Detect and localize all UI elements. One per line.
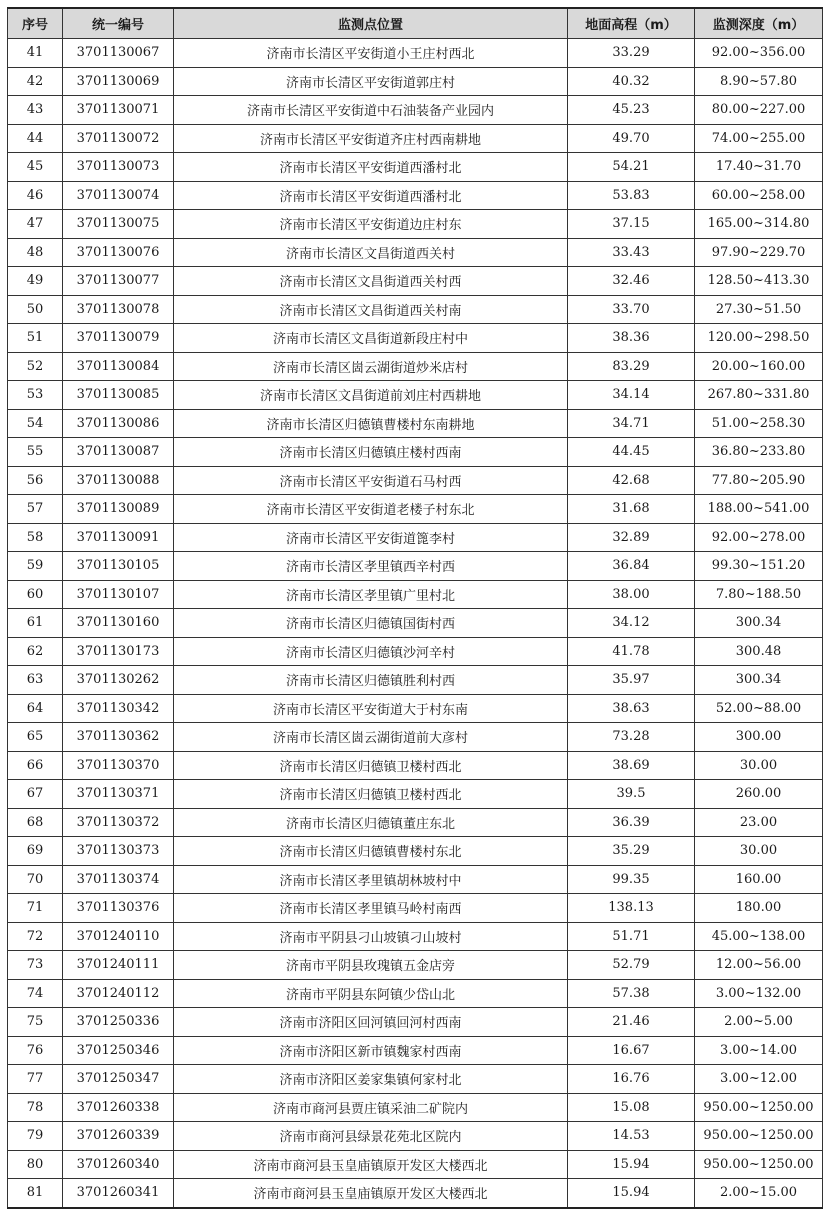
table-row xyxy=(8,751,823,780)
cell-ground-elevation: 138.13 xyxy=(568,894,695,923)
cell-ground-elevation: 38.63 xyxy=(568,694,695,723)
cell-unified-code: 3701130376 xyxy=(63,894,174,923)
cell-serial-number: 74 xyxy=(8,979,63,1008)
cell-monitoring-depth: 74.00~255.00 xyxy=(695,124,823,153)
cell-serial-number: 56 xyxy=(8,466,63,495)
cell-ground-elevation: 34.12 xyxy=(568,609,695,638)
cell-monitoring-depth: 80.00~227.00 xyxy=(695,96,823,125)
cell-unified-code: 3701260339 xyxy=(63,1122,174,1151)
cell-unified-code: 3701130077 xyxy=(63,267,174,296)
cell-monitoring-depth: 27.30~51.50 xyxy=(695,295,823,324)
header-location: 监测点位置 xyxy=(174,8,568,39)
cell-location: 济南市济阳区回河镇回河村西南 xyxy=(174,1008,568,1037)
cell-ground-elevation: 45.23 xyxy=(568,96,695,125)
cell-monitoring-depth: 30.00 xyxy=(695,751,823,780)
cell-location: 济南市长清区归德镇卫楼村西北 xyxy=(174,780,568,809)
cell-serial-number: 51 xyxy=(8,324,63,353)
cell-location: 济南市长清区崮云湖街道炒米店村 xyxy=(174,352,568,381)
cell-serial-number: 42 xyxy=(8,67,63,96)
cell-unified-code: 3701250347 xyxy=(63,1065,174,1094)
cell-monitoring-depth: 950.00~1250.00 xyxy=(695,1122,823,1151)
table-row xyxy=(8,67,823,96)
cell-unified-code: 3701240111 xyxy=(63,951,174,980)
cell-unified-code: 3701130084 xyxy=(63,352,174,381)
table-row xyxy=(8,324,823,353)
cell-serial-number: 50 xyxy=(8,295,63,324)
cell-ground-elevation: 15.94 xyxy=(568,1150,695,1179)
cell-serial-number: 77 xyxy=(8,1065,63,1094)
cell-ground-elevation: 51.71 xyxy=(568,922,695,951)
cell-ground-elevation: 34.14 xyxy=(568,381,695,410)
table-row xyxy=(8,495,823,524)
cell-location: 济南市济阳区新市镇魏家村西南 xyxy=(174,1036,568,1065)
cell-ground-elevation: 54.21 xyxy=(568,153,695,182)
header-monitoring-depth: 监测深度（m） xyxy=(695,8,823,39)
cell-monitoring-depth: 92.00~356.00 xyxy=(695,39,823,68)
cell-unified-code: 3701130342 xyxy=(63,694,174,723)
cell-location: 济南市长清区归德镇胜利村西 xyxy=(174,666,568,695)
cell-serial-number: 60 xyxy=(8,580,63,609)
cell-monitoring-depth: 97.90~229.70 xyxy=(695,238,823,267)
cell-location: 济南市商河县玉皇庙镇原开发区大楼西北 xyxy=(174,1179,568,1208)
cell-monitoring-depth: 7.80~188.50 xyxy=(695,580,823,609)
cell-location: 济南市长清区崮云湖街道前大彦村 xyxy=(174,723,568,752)
cell-monitoring-depth: 165.00~314.80 xyxy=(695,210,823,239)
cell-serial-number: 52 xyxy=(8,352,63,381)
cell-monitoring-depth: 2.00~5.00 xyxy=(695,1008,823,1037)
table-row xyxy=(8,1065,823,1094)
table-row xyxy=(8,267,823,296)
cell-unified-code: 3701130107 xyxy=(63,580,174,609)
cell-monitoring-depth: 20.00~160.00 xyxy=(695,352,823,381)
cell-serial-number: 58 xyxy=(8,523,63,552)
cell-location: 济南市长清区平安街道小王庄村西北 xyxy=(174,39,568,68)
cell-location: 济南市长清区平安街道边庄村东 xyxy=(174,210,568,239)
cell-ground-elevation: 15.08 xyxy=(568,1093,695,1122)
cell-serial-number: 53 xyxy=(8,381,63,410)
cell-monitoring-depth: 12.00~56.00 xyxy=(695,951,823,980)
cell-monitoring-depth: 180.00 xyxy=(695,894,823,923)
cell-unified-code: 3701260341 xyxy=(63,1179,174,1208)
table-row xyxy=(8,979,823,1008)
table-row xyxy=(8,1179,823,1208)
cell-ground-elevation: 41.78 xyxy=(568,637,695,666)
cell-unified-code: 3701130087 xyxy=(63,438,174,467)
cell-location: 济南市商河县绿景花苑北区院内 xyxy=(174,1122,568,1151)
cell-ground-elevation: 21.46 xyxy=(568,1008,695,1037)
cell-location: 济南市长清区平安街道西潘村北 xyxy=(174,181,568,210)
table-row xyxy=(8,124,823,153)
table-row xyxy=(8,580,823,609)
cell-monitoring-depth: 267.80~331.80 xyxy=(695,381,823,410)
cell-unified-code: 3701130089 xyxy=(63,495,174,524)
cell-unified-code: 3701130262 xyxy=(63,666,174,695)
cell-monitoring-depth: 120.00~298.50 xyxy=(695,324,823,353)
cell-monitoring-depth: 8.90~57.80 xyxy=(695,67,823,96)
cell-unified-code: 3701130074 xyxy=(63,181,174,210)
cell-location: 济南市长清区文昌街道西关村南 xyxy=(174,295,568,324)
cell-ground-elevation: 38.00 xyxy=(568,580,695,609)
table-row xyxy=(8,153,823,182)
cell-unified-code: 3701130091 xyxy=(63,523,174,552)
cell-location: 济南市长清区孝里镇广里村北 xyxy=(174,580,568,609)
cell-monitoring-depth: 950.00~1250.00 xyxy=(695,1150,823,1179)
cell-monitoring-depth: 51.00~258.30 xyxy=(695,409,823,438)
table-row xyxy=(8,181,823,210)
cell-unified-code: 3701130075 xyxy=(63,210,174,239)
table-row xyxy=(8,1093,823,1122)
table-row xyxy=(8,637,823,666)
cell-ground-elevation: 57.38 xyxy=(568,979,695,1008)
cell-location: 济南市长清区平安街道石马村西 xyxy=(174,466,568,495)
cell-unified-code: 3701250336 xyxy=(63,1008,174,1037)
cell-monitoring-depth: 300.48 xyxy=(695,637,823,666)
cell-monitoring-depth: 60.00~258.00 xyxy=(695,181,823,210)
cell-monitoring-depth: 2.00~15.00 xyxy=(695,1179,823,1208)
table-row xyxy=(8,523,823,552)
table-row xyxy=(8,381,823,410)
table-row xyxy=(8,352,823,381)
cell-serial-number: 61 xyxy=(8,609,63,638)
cell-ground-elevation: 15.94 xyxy=(568,1179,695,1208)
table-body xyxy=(8,39,823,1208)
cell-unified-code: 3701130071 xyxy=(63,96,174,125)
cell-location: 济南市长清区平安街道郭庄村 xyxy=(174,67,568,96)
table-row xyxy=(8,808,823,837)
cell-monitoring-depth: 3.00~12.00 xyxy=(695,1065,823,1094)
cell-serial-number: 68 xyxy=(8,808,63,837)
cell-monitoring-depth: 92.00~278.00 xyxy=(695,523,823,552)
cell-unified-code: 3701130086 xyxy=(63,409,174,438)
cell-serial-number: 63 xyxy=(8,666,63,695)
cell-ground-elevation: 52.79 xyxy=(568,951,695,980)
table-row xyxy=(8,666,823,695)
cell-serial-number: 59 xyxy=(8,552,63,581)
cell-location: 济南市济阳区姜家集镇何家村北 xyxy=(174,1065,568,1094)
cell-unified-code: 3701250346 xyxy=(63,1036,174,1065)
cell-serial-number: 76 xyxy=(8,1036,63,1065)
table-row xyxy=(8,96,823,125)
table-row xyxy=(8,1122,823,1151)
cell-unified-code: 3701130160 xyxy=(63,609,174,638)
cell-monitoring-depth: 300.34 xyxy=(695,666,823,695)
cell-ground-elevation: 36.39 xyxy=(568,808,695,837)
cell-location: 济南市长清区平安街道篦李村 xyxy=(174,523,568,552)
cell-ground-elevation: 42.68 xyxy=(568,466,695,495)
cell-ground-elevation: 53.83 xyxy=(568,181,695,210)
cell-serial-number: 57 xyxy=(8,495,63,524)
cell-location: 济南市长清区归德镇庄楼村西南 xyxy=(174,438,568,467)
table-header-row xyxy=(8,8,823,39)
cell-location: 济南市长清区文昌街道新段庄村中 xyxy=(174,324,568,353)
table-row xyxy=(8,837,823,866)
cell-ground-elevation: 32.89 xyxy=(568,523,695,552)
cell-ground-elevation: 44.45 xyxy=(568,438,695,467)
table-row xyxy=(8,723,823,752)
cell-unified-code: 3701130076 xyxy=(63,238,174,267)
cell-serial-number: 71 xyxy=(8,894,63,923)
cell-monitoring-depth: 188.00~541.00 xyxy=(695,495,823,524)
cell-monitoring-depth: 260.00 xyxy=(695,780,823,809)
table-row xyxy=(8,238,823,267)
cell-location: 济南市长清区归德镇曹楼村东北 xyxy=(174,837,568,866)
cell-serial-number: 64 xyxy=(8,694,63,723)
cell-ground-elevation: 31.68 xyxy=(568,495,695,524)
cell-location: 济南市长清区文昌街道西关村 xyxy=(174,238,568,267)
cell-location: 济南市长清区平安街道中石油装备产业园内 xyxy=(174,96,568,125)
table-row xyxy=(8,1008,823,1037)
cell-serial-number: 72 xyxy=(8,922,63,951)
cell-location: 济南市平阴县玫瑰镇五金店旁 xyxy=(174,951,568,980)
cell-serial-number: 44 xyxy=(8,124,63,153)
cell-ground-elevation: 38.36 xyxy=(568,324,695,353)
cell-ground-elevation: 39.5 xyxy=(568,780,695,809)
cell-unified-code: 3701240112 xyxy=(63,979,174,1008)
cell-location: 济南市平阴县东阿镇少岱山北 xyxy=(174,979,568,1008)
cell-location: 济南市长清区归德镇董庄东北 xyxy=(174,808,568,837)
cell-location: 济南市长清区归德镇国街村西 xyxy=(174,609,568,638)
table-row xyxy=(8,295,823,324)
cell-monitoring-depth: 36.80~233.80 xyxy=(695,438,823,467)
cell-ground-elevation: 73.28 xyxy=(568,723,695,752)
cell-serial-number: 78 xyxy=(8,1093,63,1122)
cell-unified-code: 3701130079 xyxy=(63,324,174,353)
cell-monitoring-depth: 160.00 xyxy=(695,865,823,894)
cell-location: 济南市长清区孝里镇胡林坡村中 xyxy=(174,865,568,894)
cell-ground-elevation: 99.35 xyxy=(568,865,695,894)
cell-monitoring-depth: 300.34 xyxy=(695,609,823,638)
cell-location: 济南市长清区文昌街道前刘庄村西耕地 xyxy=(174,381,568,410)
cell-unified-code: 3701260340 xyxy=(63,1150,174,1179)
table-row xyxy=(8,865,823,894)
cell-unified-code: 3701130085 xyxy=(63,381,174,410)
cell-location: 济南市长清区归德镇沙河辛村 xyxy=(174,637,568,666)
cell-serial-number: 45 xyxy=(8,153,63,182)
cell-unified-code: 3701130374 xyxy=(63,865,174,894)
cell-serial-number: 66 xyxy=(8,751,63,780)
table-row xyxy=(8,552,823,581)
cell-monitoring-depth: 23.00 xyxy=(695,808,823,837)
cell-ground-elevation: 37.15 xyxy=(568,210,695,239)
cell-monitoring-depth: 45.00~138.00 xyxy=(695,922,823,951)
cell-serial-number: 67 xyxy=(8,780,63,809)
cell-location: 济南市长清区平安街道大于村东南 xyxy=(174,694,568,723)
cell-location: 济南市平阴县刁山坡镇刁山坡村 xyxy=(174,922,568,951)
cell-serial-number: 79 xyxy=(8,1122,63,1151)
cell-unified-code: 3701130371 xyxy=(63,780,174,809)
table-row xyxy=(8,894,823,923)
cell-unified-code: 3701240110 xyxy=(63,922,174,951)
table-row xyxy=(8,409,823,438)
header-unified-code: 统一编号 xyxy=(63,8,174,39)
cell-ground-elevation: 35.29 xyxy=(568,837,695,866)
header-serial-number: 序号 xyxy=(8,8,63,39)
table-row xyxy=(8,780,823,809)
cell-serial-number: 65 xyxy=(8,723,63,752)
cell-serial-number: 46 xyxy=(8,181,63,210)
cell-serial-number: 43 xyxy=(8,96,63,125)
cell-unified-code: 3701130073 xyxy=(63,153,174,182)
cell-unified-code: 3701130173 xyxy=(63,637,174,666)
cell-location: 济南市长清区平安街道老楼子村东北 xyxy=(174,495,568,524)
cell-location: 济南市长清区归德镇卫楼村西北 xyxy=(174,751,568,780)
cell-ground-elevation: 16.76 xyxy=(568,1065,695,1094)
cell-location: 济南市长清区孝里镇马岭村南西 xyxy=(174,894,568,923)
cell-unified-code: 3701130069 xyxy=(63,67,174,96)
cell-unified-code: 3701260338 xyxy=(63,1093,174,1122)
cell-serial-number: 48 xyxy=(8,238,63,267)
table-row xyxy=(8,466,823,495)
cell-ground-elevation: 34.71 xyxy=(568,409,695,438)
cell-serial-number: 69 xyxy=(8,837,63,866)
cell-monitoring-depth: 3.00~132.00 xyxy=(695,979,823,1008)
table-row xyxy=(8,210,823,239)
cell-ground-elevation: 16.67 xyxy=(568,1036,695,1065)
cell-location: 济南市长清区归德镇曹楼村东南耕地 xyxy=(174,409,568,438)
cell-monitoring-depth: 30.00 xyxy=(695,837,823,866)
cell-monitoring-depth: 3.00~14.00 xyxy=(695,1036,823,1065)
cell-serial-number: 41 xyxy=(8,39,63,68)
cell-unified-code: 3701130105 xyxy=(63,552,174,581)
cell-ground-elevation: 49.70 xyxy=(568,124,695,153)
cell-ground-elevation: 32.46 xyxy=(568,267,695,296)
table-row xyxy=(8,922,823,951)
cell-unified-code: 3701130088 xyxy=(63,466,174,495)
cell-serial-number: 81 xyxy=(8,1179,63,1208)
cell-unified-code: 3701130372 xyxy=(63,808,174,837)
cell-location: 济南市长清区平安街道西潘村北 xyxy=(174,153,568,182)
cell-serial-number: 54 xyxy=(8,409,63,438)
cell-serial-number: 75 xyxy=(8,1008,63,1037)
cell-location: 济南市商河县玉皇庙镇原开发区大楼西北 xyxy=(174,1150,568,1179)
cell-unified-code: 3701130370 xyxy=(63,751,174,780)
cell-ground-elevation: 14.53 xyxy=(568,1122,695,1151)
table-row xyxy=(8,1036,823,1065)
cell-ground-elevation: 33.43 xyxy=(568,238,695,267)
cell-ground-elevation: 33.70 xyxy=(568,295,695,324)
table-row xyxy=(8,951,823,980)
cell-serial-number: 73 xyxy=(8,951,63,980)
cell-location: 济南市商河县贾庄镇采油二矿院内 xyxy=(174,1093,568,1122)
cell-ground-elevation: 35.97 xyxy=(568,666,695,695)
cell-serial-number: 62 xyxy=(8,637,63,666)
cell-monitoring-depth: 300.00 xyxy=(695,723,823,752)
cell-serial-number: 70 xyxy=(8,865,63,894)
table-row xyxy=(8,438,823,467)
monitoring-point-table xyxy=(7,7,823,1209)
cell-monitoring-depth: 17.40~31.70 xyxy=(695,153,823,182)
cell-serial-number: 80 xyxy=(8,1150,63,1179)
cell-unified-code: 3701130078 xyxy=(63,295,174,324)
cell-unified-code: 3701130072 xyxy=(63,124,174,153)
cell-unified-code: 3701130373 xyxy=(63,837,174,866)
cell-ground-elevation: 83.29 xyxy=(568,352,695,381)
cell-monitoring-depth: 52.00~88.00 xyxy=(695,694,823,723)
cell-ground-elevation: 38.69 xyxy=(568,751,695,780)
table-row xyxy=(8,694,823,723)
cell-ground-elevation: 36.84 xyxy=(568,552,695,581)
table-row xyxy=(8,39,823,68)
cell-monitoring-depth: 950.00~1250.00 xyxy=(695,1093,823,1122)
cell-location: 济南市长清区文昌街道西关村西 xyxy=(174,267,568,296)
cell-ground-elevation: 40.32 xyxy=(568,67,695,96)
cell-serial-number: 47 xyxy=(8,210,63,239)
header-ground-elevation: 地面高程（m） xyxy=(568,8,695,39)
cell-ground-elevation: 33.29 xyxy=(568,39,695,68)
cell-serial-number: 49 xyxy=(8,267,63,296)
cell-monitoring-depth: 99.30~151.20 xyxy=(695,552,823,581)
cell-monitoring-depth: 77.80~205.90 xyxy=(695,466,823,495)
cell-unified-code: 3701130067 xyxy=(63,39,174,68)
cell-serial-number: 55 xyxy=(8,438,63,467)
cell-unified-code: 3701130362 xyxy=(63,723,174,752)
table-row xyxy=(8,1150,823,1179)
cell-location: 济南市长清区平安街道齐庄村西南耕地 xyxy=(174,124,568,153)
table-row xyxy=(8,609,823,638)
cell-location: 济南市长清区孝里镇西辛村西 xyxy=(174,552,568,581)
cell-monitoring-depth: 128.50~413.30 xyxy=(695,267,823,296)
